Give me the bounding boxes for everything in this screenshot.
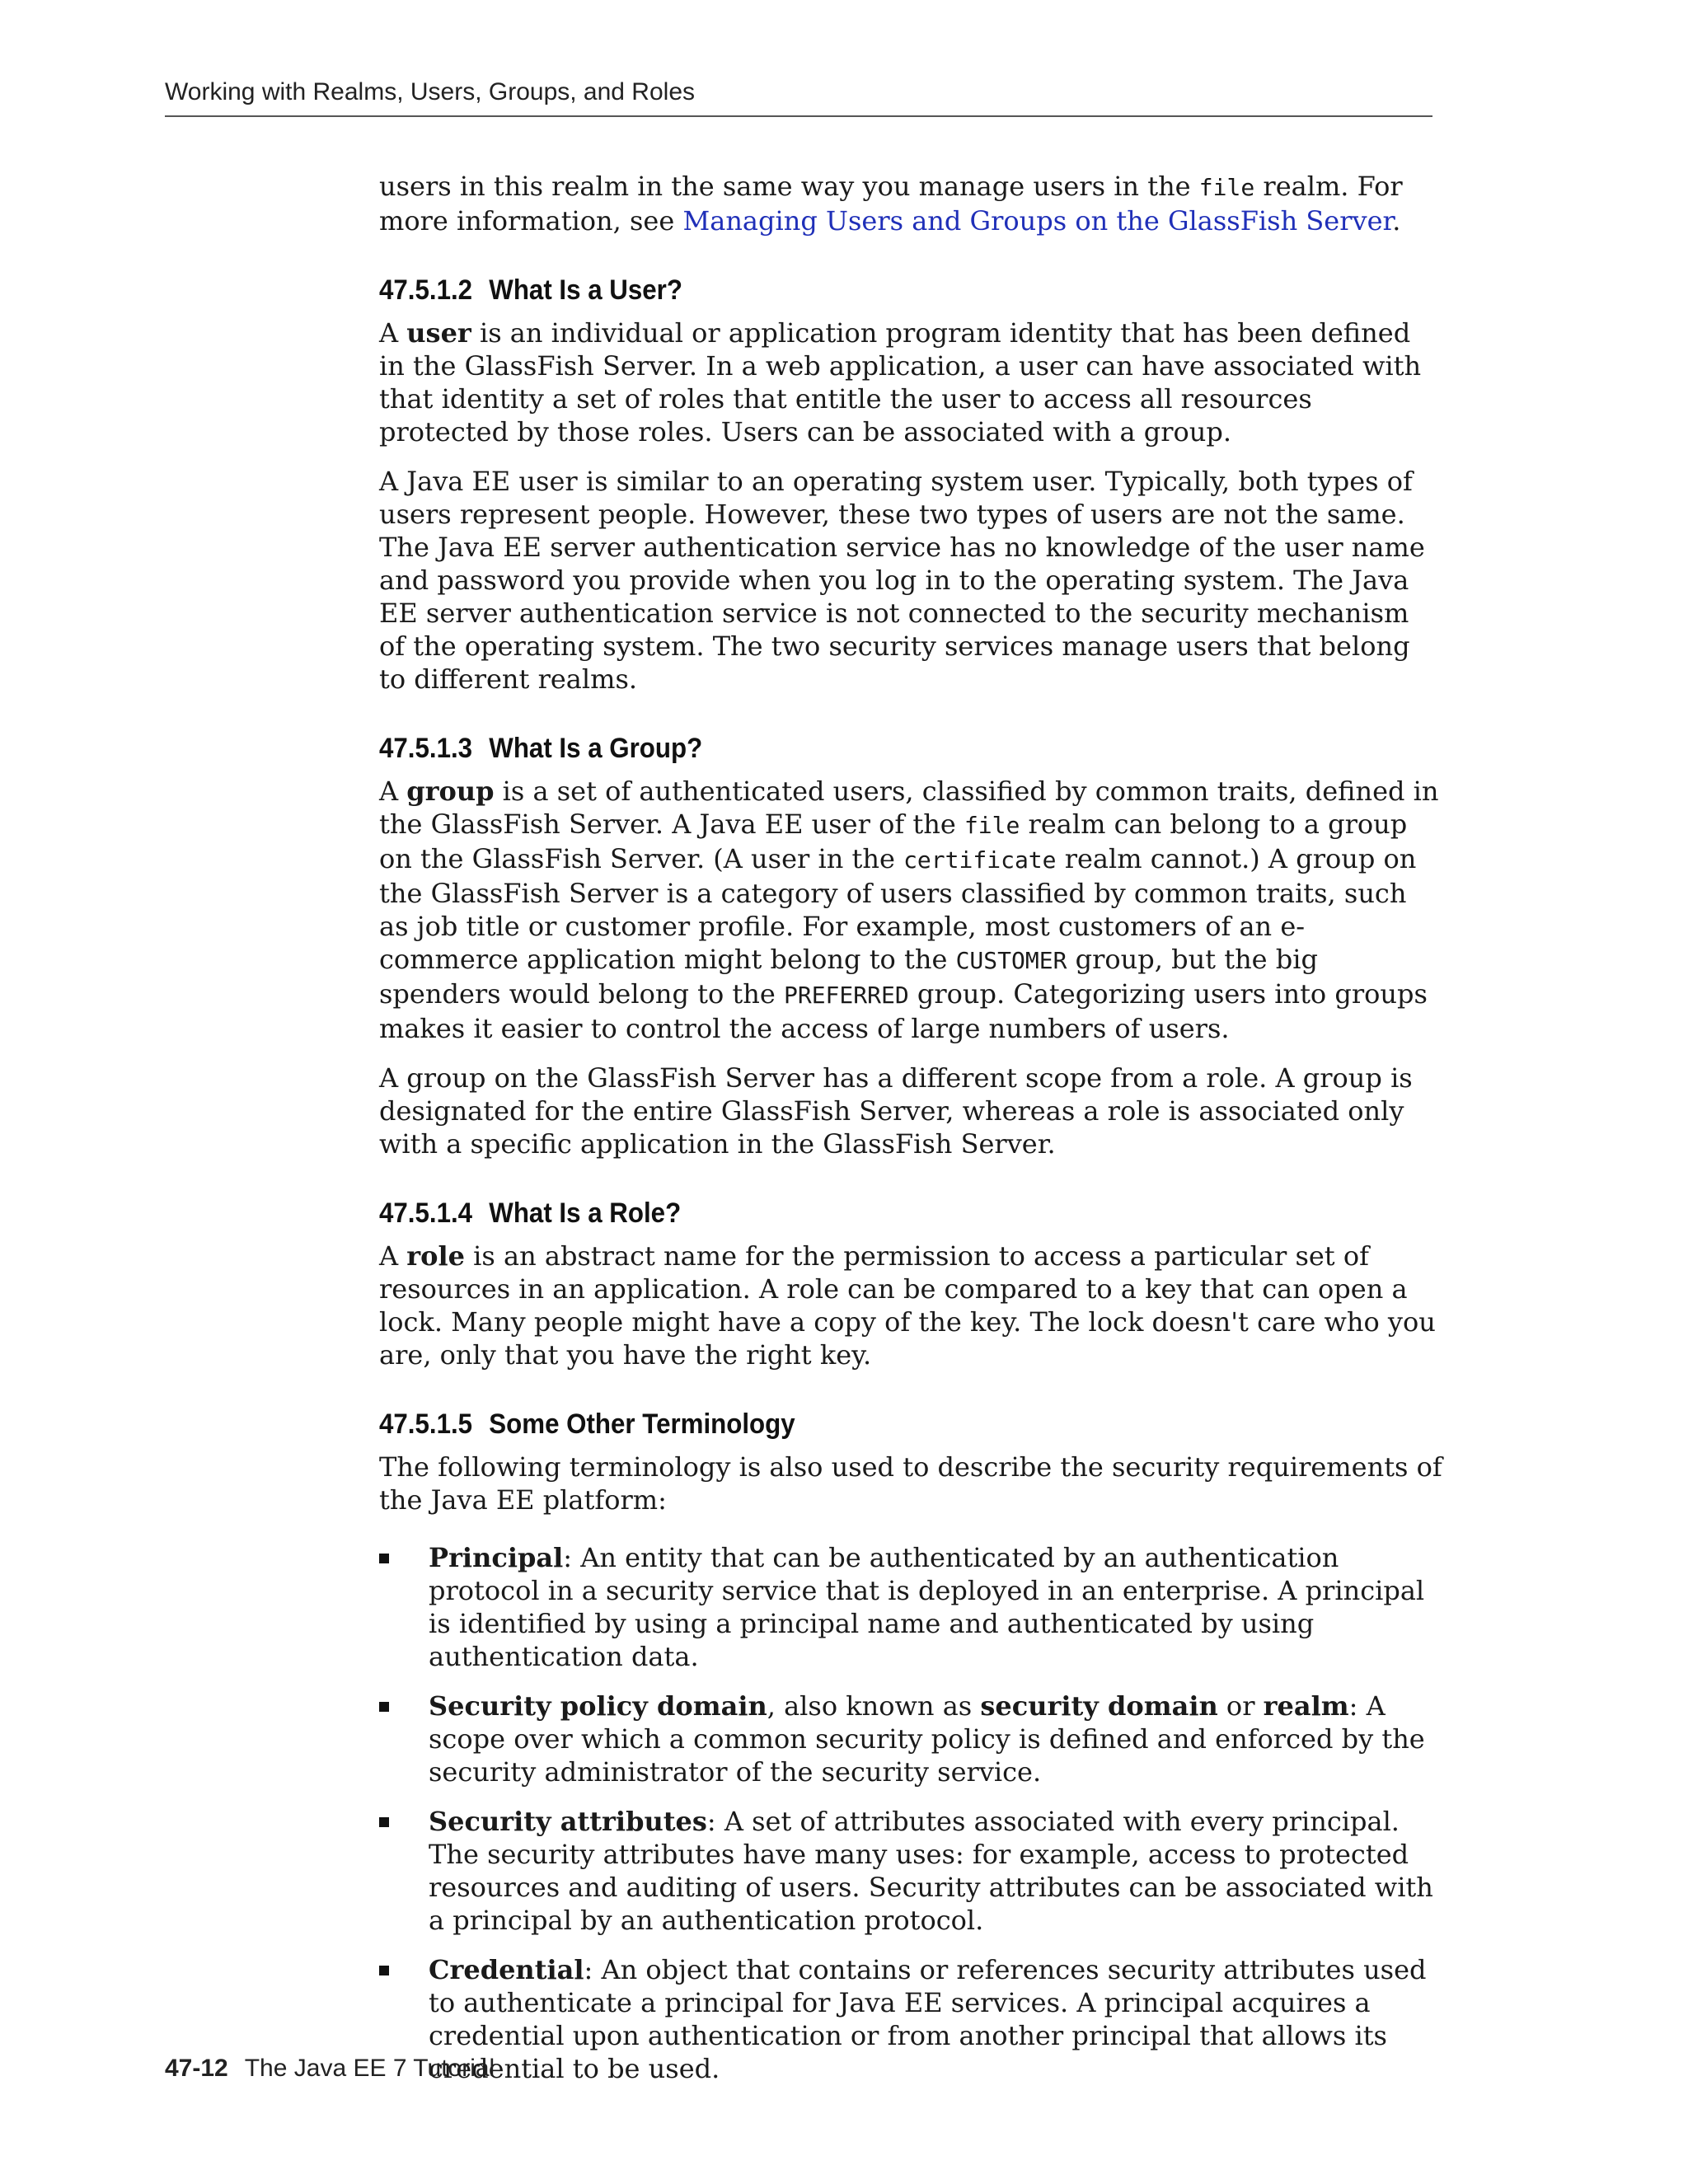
square-bullet-icon <box>379 1554 389 1563</box>
square-bullet-icon <box>379 1702 389 1712</box>
section-number: 47.5.1.5 <box>379 1408 473 1440</box>
term-security-policy-domain: Security policy domain <box>429 1690 767 1722</box>
page-number: 47-12 <box>165 2055 228 2082</box>
intro-paragraph: users in this realm in the same way you manage users in the file realm. For more information, see Managing Users and Groups on the GlassFish Server. <box>379 171 1403 237</box>
term-security-attributes: Security attributes <box>429 1806 707 1837</box>
page-footer <box>165 2052 495 2085</box>
square-bullet-icon <box>379 1817 389 1827</box>
square-bullet-icon <box>379 1966 389 1975</box>
section-title: Some Other Terminology <box>489 1408 795 1440</box>
list-item-security-policy-domain: Security policy domain, also known as security domain or realm: A scope over which a common security policy is defined and enforced by the security administrator of the security service. <box>379 1690 1442 1788</box>
section-number: 47.5.1.2 <box>379 274 473 306</box>
page-content <box>379 170 1442 2102</box>
list-item-credential: Credential: An object that contains or references security attributes used to authenticate a principal for Java EE services. A principal acquires a credential upon authentication or from another principal that allows its credential to be used. <box>379 1953 1442 2085</box>
terminology-intro: The following terminology is also used to describe the security requirements of the Java EE platform: <box>379 1451 1442 1516</box>
group-paragraph-1: A group is a set of authenticated users, classified by common traits, defined in the GlassFish Server. A Java EE user of the file realm can belong to a group on the GlassFish Server. (A user in the certificate realm cannot.) A group on the GlassFish Server is a category of users classified by common traits, such as job title or customer profile. For example, most customers of an e-commerce application might belong to the CUSTOMER group, but the big spenders would belong to the PREFERRED group. Categorizing users into groups makes it easier to control the access of large numbers of users. <box>379 776 1439 1044</box>
inline-code-file: file <box>964 812 1020 839</box>
running-header-title: Working with Realms, Users, Groups, and Roles <box>165 78 696 105</box>
heading-what-is-a-user <box>379 272 1357 308</box>
group-paragraph-2: A group on the GlassFish Server has a different scope from a role. A group is designated for the entire GlassFish Server, whereas a role is associated only with a specific application in the GlassFish Server. <box>379 1062 1413 1160</box>
heading-what-is-a-role <box>379 1195 1357 1231</box>
list-item-security-attributes: Security attributes: A set of attributes associated with every principal. The security attributes have many uses: for example, access to protected resources and auditing of users. Security attributes can be associated with a principal by an authentication protocol. <box>379 1805 1442 1937</box>
header-rule <box>165 115 1432 117</box>
term-role: role <box>406 1240 465 1272</box>
section-title: What Is a Group? <box>489 733 703 764</box>
running-header <box>165 76 1432 109</box>
managing-users-link[interactable]: Managing Users and Groups on the GlassFish Server <box>682 205 1393 237</box>
inline-code-file: file <box>1198 174 1255 201</box>
heading-what-is-a-group <box>379 730 1357 766</box>
term-principal: Principal <box>429 1542 564 1573</box>
user-paragraph-2: A Java EE user is similar to an operating system user. Typically, both types of users represent people. However, these two types of users are not the same. The Java EE server authentication service has no knowledge of the user name and password you provide when you log in to the operating system. The Java EE server authentication service is not connected to the security mechanism of the operating system. The two security services manage users that belong to different realms. <box>379 466 1425 695</box>
term-group: group <box>406 776 495 807</box>
term-credential: Credential <box>429 1954 584 1985</box>
inline-code-certificate: certificate <box>903 846 1057 874</box>
term-realm: realm <box>1263 1690 1349 1722</box>
heading-other-terminology <box>379 1406 1357 1442</box>
section-number: 47.5.1.3 <box>379 733 473 764</box>
section-title: What Is a User? <box>489 274 682 306</box>
list-item-principal: Principal: An entity that can be authenticated by an authentication protocol in a security service that is deployed in an enterprise. A principal is identified by using a principal name and authenticated by using authentication data. <box>379 1541 1442 1673</box>
section-number: 47.5.1.4 <box>379 1197 473 1229</box>
terminology-list <box>379 1541 1442 2085</box>
inline-code-preferred: PREFERRED <box>783 982 909 1009</box>
term-user: user <box>406 317 471 349</box>
section-title: What Is a Role? <box>489 1197 682 1229</box>
role-paragraph-1: A role is an abstract name for the permission to access a particular set of resources in an application. A role can be compared to a key that can open a lock. Many people might have a copy of the key. The lock doesn't care who you are, only that you have the right key. <box>379 1240 1436 1371</box>
user-paragraph-1: A user is an individual or application program identity that has been defined in the GlassFish Server. In a web application, a user can have associated with that identity a set of roles that entitle the user to access all resources protected by those roles. Users can be associated with a group. <box>379 317 1422 448</box>
book-title: The Java EE 7 Tutorial <box>244 2055 495 2082</box>
term-security-domain: security domain <box>980 1690 1218 1722</box>
inline-code-customer: CUSTOMER <box>955 947 1067 974</box>
